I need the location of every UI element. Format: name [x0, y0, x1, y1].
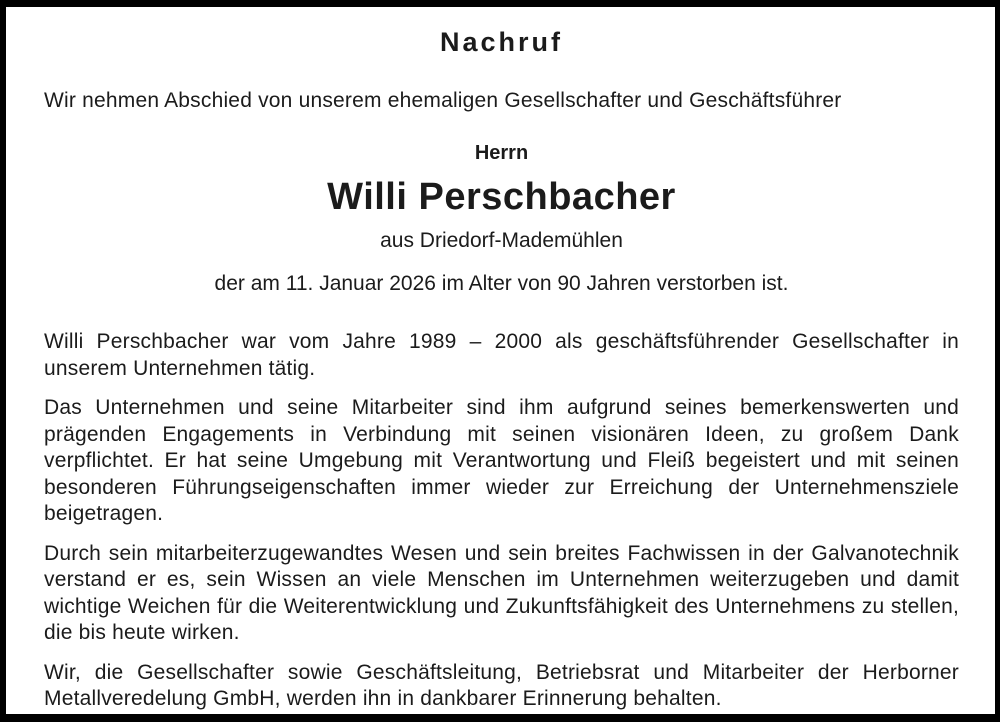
body-paragraph: Willi Perschbacher war vom Jahre 1989 – 2000 als geschäftsführender Gesellschafter in unserem Unternehmen tätig. — [44, 330, 959, 380]
deceased-name: Willi Perschbacher — [327, 176, 676, 218]
body-paragraph: Durch sein mitarbeiterzugewandtes Wesen und sein breites Fachwissen in der Galvanotechnik verstand er es, sein Wissen an viele Menschen im Unternehmen weiterzugeben und damit wichtige Weichen für die Weiterentwicklung und Zukunftsfähigkeit des Unternehmens zu stellen, die bis heute wirken. — [44, 541, 959, 644]
origin-line: aus Driedorf-Mademühlen — [380, 229, 623, 252]
intro-line: Wir nehmen Abschied von unserem ehemaligen Gesellschafter und Geschäftsführer — [44, 89, 842, 112]
body-paragraph: Wir, die Gesellschafter sowie Geschäftsleitung, Betriebsrat und Mitarbeiter der Herborner Metallveredelung GmbH, werden ihn in dankbarer Erinnerung behalten. — [44, 660, 959, 710]
body-paragraph: Das Unternehmen und seine Mitarbeiter sind ihm aufgrund seines bemerkenswerten und prägenden Engagements in Verbindung mit seinen visionären Ideen, zu großem Dank verpflichtet. Er hat seine Umgebung mit Verantwortung und Fleiß begeistert und mit seinen besonderen Führungseigenschaften immer wieder zur Erreichung der Unternehmensziele beigetragen. — [44, 396, 959, 525]
obituary-heading: Nachruf — [439, 27, 563, 57]
death-date-line: der am 11. Januar 2026 im Alter von 90 Jahren verstorben ist. — [214, 272, 789, 295]
salutation-line: Herrn — [474, 142, 529, 164]
obituary-body — [44, 329, 959, 713]
